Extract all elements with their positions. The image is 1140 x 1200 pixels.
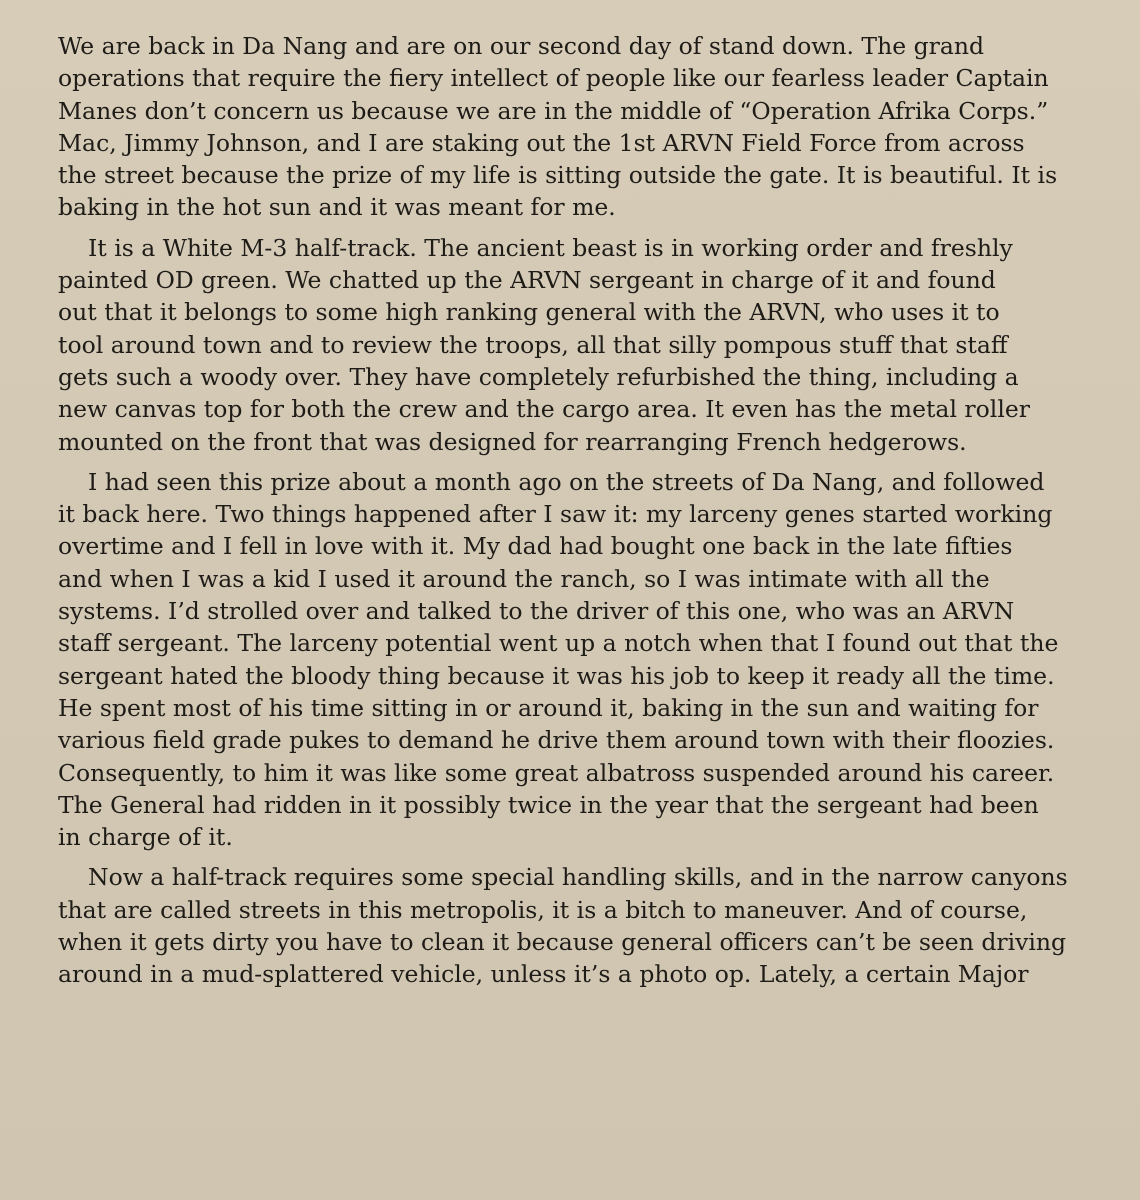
- text-line: overtime and I fell in love with it. My dad had bought one back in the late fifties: [58, 532, 1013, 561]
- text-line: Consequently, to him it was like some great albatross suspended around his career.: [58, 758, 1055, 787]
- text-line: Mac, Jimmy Johnson, and I are staking out the 1st ARVN Field Force from across: [58, 128, 1025, 157]
- text-line: around in a mud-splattered vehicle, unless it’s a photo op. Lately, a certain Major: [58, 960, 1029, 989]
- paragraph-2: [58, 232, 1093, 458]
- text-line: and when I was a kid I used it around the ranch, so I was intimate with all the: [58, 564, 990, 593]
- text-line: operations that require the fiery intellect of people like our fearless leader Captain: [58, 64, 1049, 93]
- text-line: He spent most of his time sitting in or around it, baking in the sun and waiting for: [58, 693, 1039, 722]
- text-line: sergeant hated the bloody thing because it was his job to keep it ready all the time.: [58, 661, 1055, 690]
- text-line: systems. I’d strolled over and talked to the driver of this one, who was an ARVN: [58, 597, 1015, 626]
- text-line: when it gets dirty you have to clean it because general officers can’t be seen driving: [58, 928, 1067, 957]
- text-line: in charge of it.: [58, 823, 233, 852]
- text-line: I had seen this prize about a month ago on the streets of Da Nang, and followed: [88, 467, 1045, 496]
- paragraph-4: [58, 861, 1093, 990]
- text-line: gets such a woody over. They have completely refurbished the thing, including a: [58, 362, 1019, 391]
- text-line: The General had ridden in it possibly twice in the year that the sergeant had been: [58, 790, 1039, 819]
- text-line: out that it belongs to some high ranking general with the ARVN, who uses it to: [58, 298, 1000, 327]
- text-line: Manes don’t concern us because we are in the middle of “Operation Afrika Corps.”: [58, 96, 1049, 125]
- text-line: tool around town and to review the troops, all that silly pompous stuff that staff: [58, 330, 1008, 359]
- text-line: staff sergeant. The larceny potential went up a notch when that I found out that the: [58, 629, 1059, 658]
- text-line: it back here. Two things happened after I saw it: my larceny genes started working: [58, 500, 1053, 529]
- text-line: various field grade pukes to demand he drive them around town with their floozies.: [58, 726, 1055, 755]
- text-line: mounted on the front that was designed for rearranging French hedgerows.: [58, 427, 967, 456]
- body-text: [58, 30, 1093, 991]
- text-line: We are back in Da Nang and are on our second day of stand down. The grand: [58, 32, 985, 60]
- text-line: It is a White M-3 half-track. The ancient beast is in working order and freshly: [88, 233, 1013, 262]
- text-line: Now a half-track requires some special handling skills, and in the narrow canyons: [88, 863, 1068, 892]
- paragraph-3: [58, 466, 1093, 854]
- text-line: painted OD green. We chatted up the ARVN sergeant in charge of it and found: [58, 266, 996, 295]
- text-line: that are called streets in this metropolis, it is a bitch to maneuver. And of course,: [58, 895, 1028, 924]
- text-line: new canvas top for both the crew and the cargo area. It even has the metal roller: [58, 395, 1030, 424]
- text-line: baking in the hot sun and it was meant for me.: [58, 193, 616, 222]
- text-line: the street because the prize of my life is sitting outside the gate. It is beautiful. It is: [58, 161, 1058, 190]
- paragraph-1: [58, 30, 1093, 224]
